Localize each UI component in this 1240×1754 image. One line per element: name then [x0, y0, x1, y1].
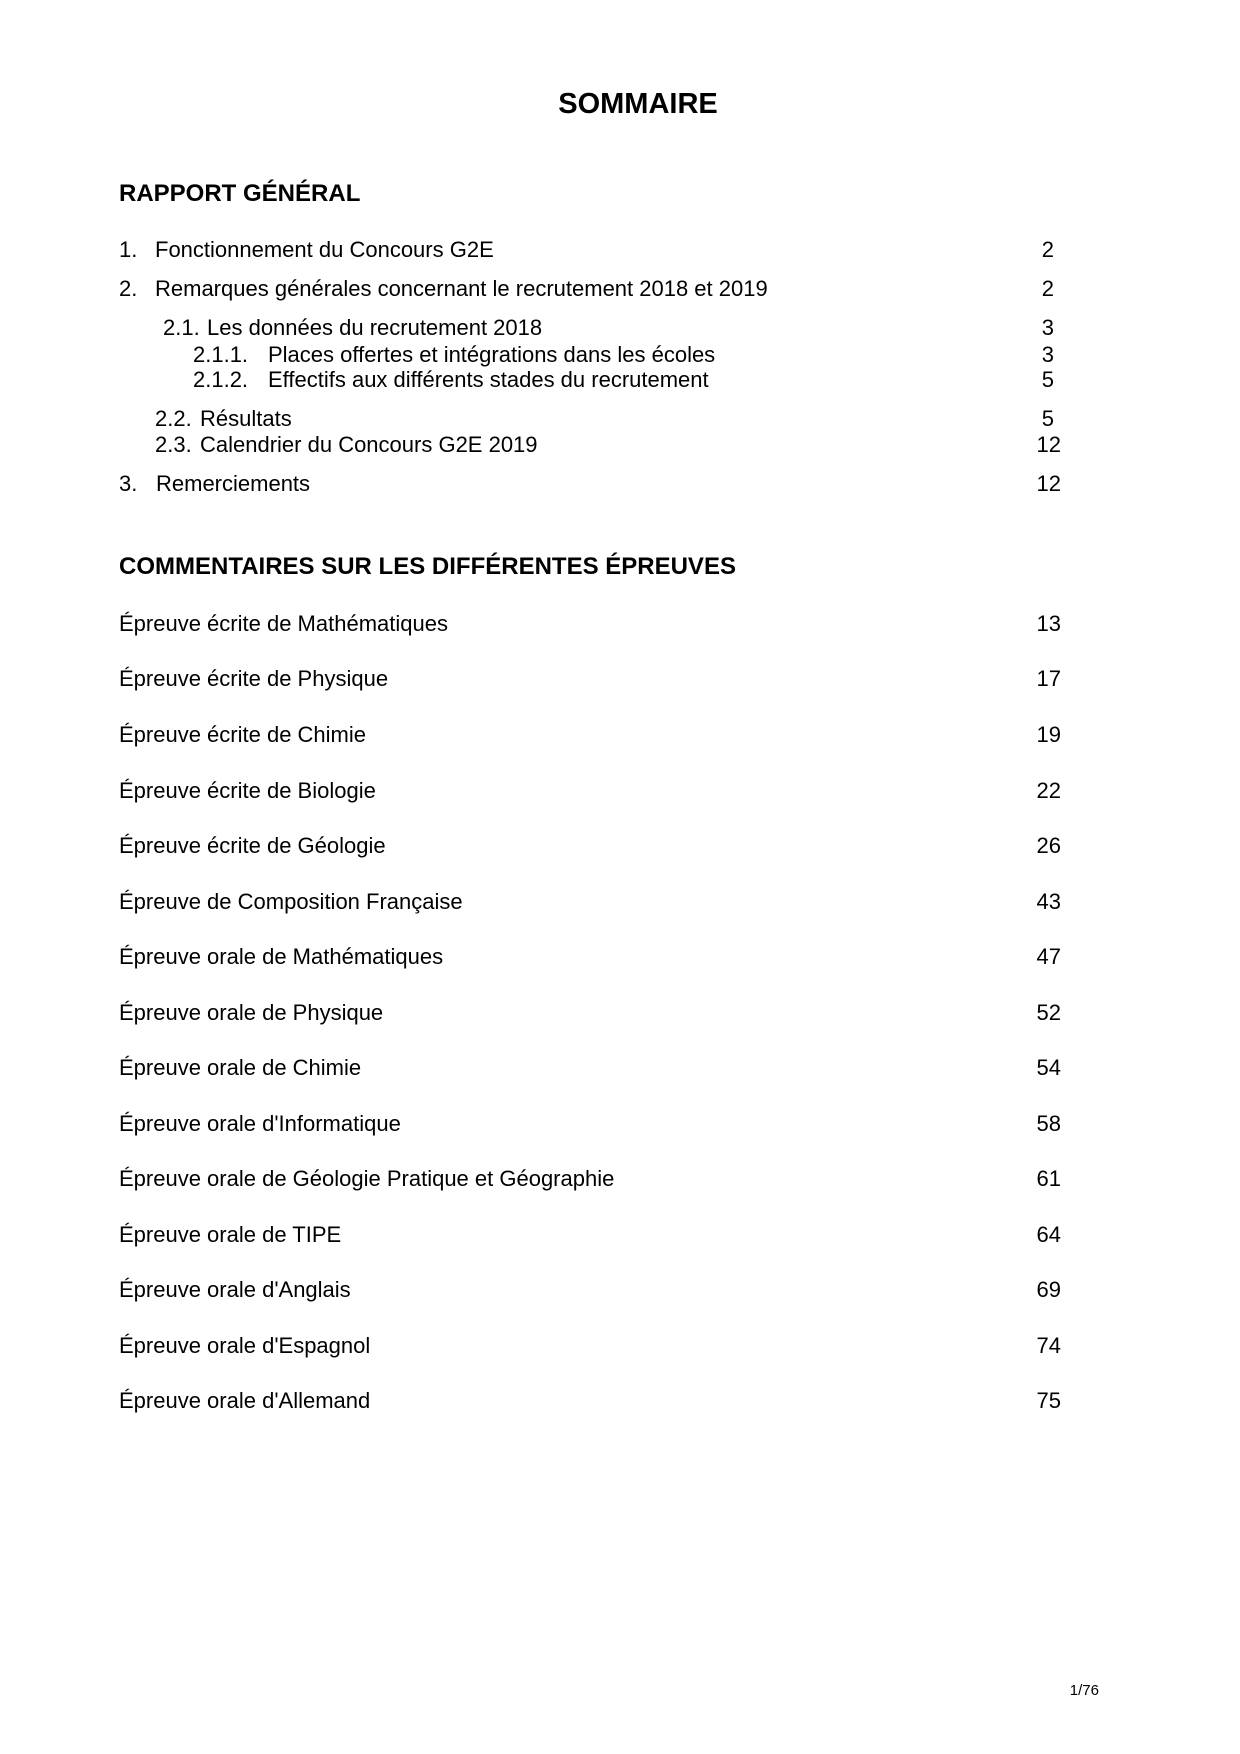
toc-entry-label: Épreuve écrite de Biologie: [119, 778, 376, 803]
toc-entry[interactable]: [0, 665, 1240, 693]
toc-entry-label: Épreuve orale de TIPE: [119, 1222, 342, 1247]
toc-entry[interactable]: [0, 366, 1240, 394]
toc-entry-page: 54: [1036, 1055, 1061, 1080]
toc-entry-page: 2: [1041, 276, 1054, 301]
toc-entry[interactable]: [0, 341, 1240, 369]
toc-entry[interactable]: [0, 943, 1240, 971]
toc-entry-label: Épreuve orale de Physique: [119, 1000, 384, 1025]
toc-entry[interactable]: [0, 1276, 1240, 1304]
toc-entry[interactable]: [0, 431, 1240, 459]
toc-entry-number: 1.: [119, 237, 138, 262]
toc-entry-label: Places offertes et intégrations dans les écoles: [268, 342, 716, 367]
toc-entry[interactable]: [0, 1165, 1240, 1193]
toc-entry-label: Épreuve orale de Mathématiques: [119, 944, 444, 969]
toc-entry[interactable]: [0, 888, 1240, 916]
page-title: SOMMAIRE: [558, 88, 718, 120]
toc-entry-page: 13: [1036, 611, 1061, 636]
toc-entry-label: Épreuve orale de Géologie Pratique et Géographie: [119, 1166, 615, 1191]
section-heading-rapport-general: RAPPORT GÉNÉRAL: [119, 180, 361, 207]
toc-entry-number: 2.1.2.: [193, 367, 249, 392]
toc-entry-label: Épreuve écrite de Mathématiques: [119, 611, 448, 636]
toc-entry-label: Épreuve de Composition Française: [119, 889, 463, 914]
toc-entry[interactable]: [0, 1110, 1240, 1138]
toc-entry[interactable]: [0, 470, 1240, 498]
toc-entry-label: Remarques générales concernant le recrutement 2018 et 2019: [155, 276, 768, 301]
toc-entry-label: Résultats: [200, 406, 292, 431]
toc-entry-label: Calendrier du Concours G2E 2019: [200, 432, 538, 457]
toc-entry-number: 2.1.1.: [193, 342, 249, 367]
toc-entry-label: Fonctionnement du Concours G2E: [155, 237, 494, 262]
toc-entry-page: 17: [1036, 666, 1061, 691]
toc-entry-page: 3: [1041, 342, 1054, 367]
toc-entry-label: Épreuve orale d'Espagnol: [119, 1333, 371, 1358]
toc-entry-label: Épreuve écrite de Physique: [119, 666, 389, 691]
toc-entry[interactable]: [0, 1332, 1240, 1360]
toc-entry-label: Les données du recrutement 2018: [207, 315, 543, 340]
toc-entry[interactable]: [0, 1221, 1240, 1249]
toc-entry-page: 47: [1036, 944, 1061, 969]
toc-entry-page: 43: [1036, 889, 1061, 914]
toc-entry-page: 5: [1041, 367, 1054, 392]
toc-entry-page: 61: [1036, 1166, 1061, 1191]
toc-entry[interactable]: [0, 777, 1240, 805]
toc-entry-page: 3: [1041, 315, 1054, 340]
toc-entry[interactable]: [0, 405, 1240, 433]
toc-entry-label: Effectifs aux différents stades du recrutement: [268, 367, 709, 392]
toc-entry-number: 3.: [119, 471, 138, 496]
toc-entry-page: 5: [1041, 406, 1054, 431]
toc-entry[interactable]: [0, 1054, 1240, 1082]
toc-entry-label: Épreuve écrite de Chimie: [119, 722, 367, 747]
toc-entry[interactable]: [0, 314, 1240, 342]
toc-entry-page: 26: [1036, 833, 1061, 858]
toc-entry[interactable]: [0, 610, 1240, 638]
toc-entry-number: 2.3.: [155, 432, 192, 457]
toc-entry-page: 69: [1036, 1277, 1061, 1302]
toc-entry[interactable]: [0, 275, 1240, 303]
toc-entry-label: Épreuve orale d'Informatique: [119, 1111, 401, 1136]
toc-entry[interactable]: [0, 236, 1240, 264]
toc-entry-page: 75: [1036, 1388, 1061, 1413]
toc-entry-label: Épreuve écrite de Géologie: [119, 833, 386, 858]
toc-entry-page: 12: [1036, 432, 1061, 457]
toc-entry[interactable]: [0, 999, 1240, 1027]
section-heading-commentaires: COMMENTAIRES SUR LES DIFFÉRENTES ÉPREUVES: [119, 553, 736, 580]
toc-entry-number: 2.2.: [155, 406, 192, 431]
toc-entry-page: 58: [1036, 1111, 1061, 1136]
toc-entry-page: 22: [1036, 778, 1061, 803]
toc-entry-page: 19: [1036, 722, 1061, 747]
toc-entry-number: 2.1.: [163, 315, 200, 340]
toc-entry-number: 2.: [119, 276, 138, 301]
toc-entry-page: 52: [1036, 1000, 1061, 1025]
toc-entry-label: Épreuve orale de Chimie: [119, 1055, 362, 1080]
toc-entry-label: Épreuve orale d'Anglais: [119, 1277, 351, 1302]
toc-entry[interactable]: [0, 1387, 1240, 1415]
toc-entry-page: 2: [1041, 237, 1054, 262]
toc-entry-label: Remerciements: [156, 471, 311, 496]
toc-entry-page: 64: [1036, 1222, 1061, 1247]
toc-entry-page: 74: [1036, 1333, 1061, 1358]
toc-entry-page: 12: [1036, 471, 1061, 496]
toc-entry[interactable]: [0, 721, 1240, 749]
toc-entry-label: Épreuve orale d'Allemand: [119, 1388, 371, 1413]
toc-entry[interactable]: [0, 832, 1240, 860]
page-number: 1/76: [1069, 1682, 1099, 1699]
